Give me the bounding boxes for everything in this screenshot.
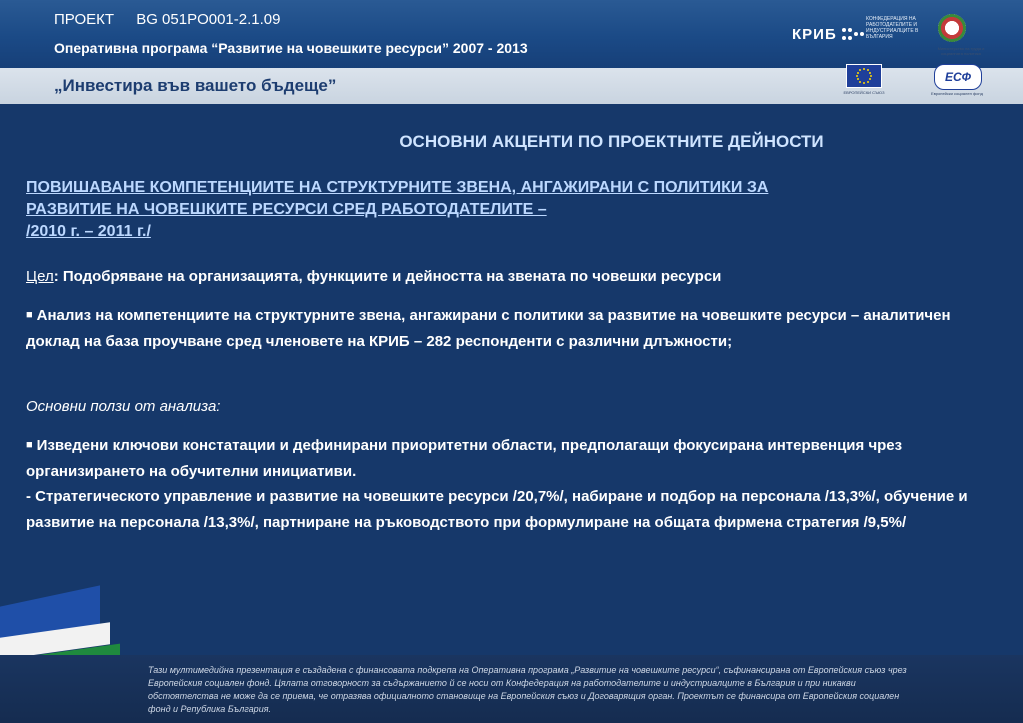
slogan: „Инвестира във вашето бъдеще” <box>54 76 337 95</box>
esf-logo: ЕСФ <box>934 64 982 90</box>
partner-logos <box>792 6 1012 102</box>
eu-caption: ЕВРОПЕЙСКИ СЪЮЗ <box>843 90 885 95</box>
ministry-seal-icon <box>938 14 966 42</box>
programme-title: Оперативна програма “Развитие на човешките ресурси” 2007 - 2013 <box>54 40 528 56</box>
priority-areas: - Стратегическото управление и развитие на човешките ресурси /20,7%/, набиране и подбор на персонала /13,3%/, обучение и развитие на персонала /13,3%/, партниране на ръководството при формулиране на общата фирмена стратегия /9,5%/ <box>26 488 968 531</box>
bullet-analysis-text: Анализ на компетенциите на структурните звена, ангажирани с политики за развитие на човешките ресурси – аналитичен доклад на база проучване сред членовете на КРИБ – 282 респонденти с различни длъжности; <box>26 307 951 350</box>
goal-text: : Подобряване на организацията, функциите и дейността на звената по човешки ресурси <box>53 268 722 285</box>
section-heading <box>26 177 926 243</box>
eu-flag-icon <box>846 64 882 88</box>
goal-paragraph <box>26 264 1001 290</box>
project-label: ПРОЕКТ <box>54 11 115 28</box>
square-bullet-icon: ■ <box>26 309 33 321</box>
krib-dots-icon <box>841 25 867 43</box>
bullet-findings <box>26 432 1001 485</box>
square-bullet-icon: ■ <box>26 439 33 451</box>
project-line <box>54 11 280 28</box>
bullet-analysis <box>26 302 1001 355</box>
esf-caption: Европейски социален фонд <box>931 91 983 96</box>
benefits-label: Основни ползи от анализа: <box>26 398 221 415</box>
goal-label: Цел <box>26 268 54 285</box>
krib-caption: КОНФЕДЕРАЦИЯ НА РАБОТОДАТЕЛИТЕ И ИНДУСТРИАЛЦИТЕ В БЪЛГАРИЯ <box>866 16 919 40</box>
project-code: BG 051PO001-2.1.09 <box>136 11 281 28</box>
slide-title: ОСНОВНИ АКЦЕНТИ ПО ПРОЕКТНИТЕ ДЕЙНОСТИ <box>399 132 824 151</box>
footer-disclaimer: Тази мултимедийна презентация е създадена с финансовата подкрепа на Оперативна програма „Развитие на човешките ресурси“, съфинансирана от Европейския съюз чрез Европейския социален фонд. Цялата отговорност за съдържанието й се носи от Конфедерация на работодателите и индустриалците в България и при никакви обстоятелства не може да се приема, че отразява официалното становище на Европейския съюз и Договарящия орган. Проектът се финансира от Европейския социален фонд и Република България. <box>148 665 907 714</box>
seal-caption: Министерство на труда и социалната политика <box>937 46 985 56</box>
krib-logo-text: КРИБ <box>792 25 837 43</box>
heading-line-1: ПОВИШАВАНЕ КОМПЕТЕНЦИИТЕ НА СТРУКТУРНИТЕ ЗВЕНА, АНГАЖИРАНИ С ПОЛИТИКИ ЗА <box>26 179 769 196</box>
bullet-findings-text: Изведени ключови констатации и дефинирани приоритетни области, предполагащи фокусирана интервенция чрез организирането на обучителни инициативи. <box>26 437 903 480</box>
heading-line-3: /2010 г. – 2011 г./ <box>26 223 151 240</box>
heading-line-2: РАЗВИТИЕ НА ЧОВЕШКИТЕ РЕСУРСИ СРЕД РАБОТОДАТЕЛИТЕ – <box>26 201 547 218</box>
